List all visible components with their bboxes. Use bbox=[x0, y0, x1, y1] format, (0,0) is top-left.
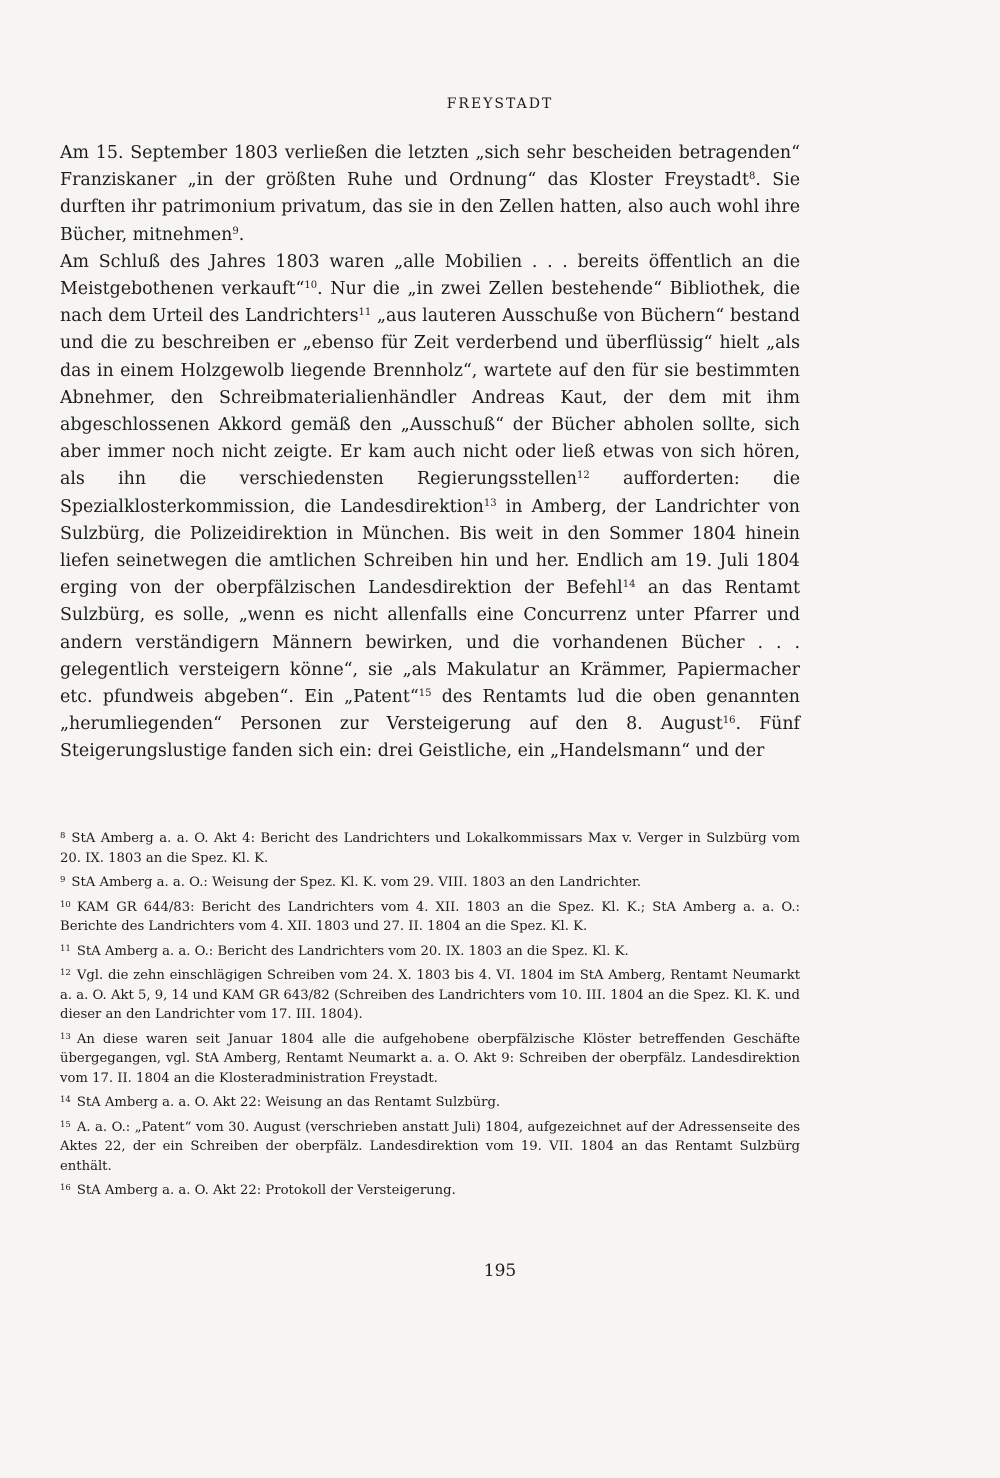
text-run: des Rentamts lud die oben genannten „herumliegenden“ Personen zur Versteigerung auf den 8. August bbox=[60, 687, 800, 735]
footnote-ref: 16 bbox=[722, 715, 736, 727]
footnote bbox=[60, 827, 800, 868]
footnote-number: 16 bbox=[60, 1183, 71, 1193]
footnote-number: 10 bbox=[60, 899, 71, 910]
paragraph bbox=[60, 249, 800, 766]
footnote-ref: 15 bbox=[418, 688, 432, 700]
footnote-text: StA Amberg a. a. O. Akt 22: Protokoll der Versteigerung. bbox=[76, 1183, 456, 1198]
footnotes bbox=[60, 827, 800, 1204]
text-run: . bbox=[238, 224, 245, 245]
text-run: Am 15. September 1803 verließen die letzten „sich sehr bescheiden betragenden“ Franziskaner „in der größten Ruhe und Ordnung“ das Kloster Freystadt bbox=[60, 143, 800, 191]
text-run: „aus lauteren Ausschuße von Büchern“ bestand und die zu beschreiben er „ebenso für Zeit verderbend und überflüssig“ hielt „als das in einem Holzgewolb liegende Brennholz“, wartete auf den für sie bestimmten Abnehmer, den Schreibmaterialienhändler Andreas Kaut, der dem mit ihm abgeschlossenen Akkord gemäß den „Ausschuß“ der Bücher abholen sollte, sich aber immer noch nicht zeigte. Er kam auch nicht oder ließ etwas von sich hören, als ihn die verschiedensten Regierungsstellen bbox=[60, 306, 800, 490]
text-run: aufforderten: die Spezialklosterkommission, die Landesdirektion bbox=[60, 469, 801, 517]
footnote bbox=[60, 940, 800, 962]
footnote-ref: 13 bbox=[483, 497, 497, 509]
footnote-ref: 10 bbox=[304, 280, 318, 292]
footnote-text: StA Amberg a. a. O.: Bericht des Landrichters vom 20. IX. 1803 an die Spez. Kl. K. bbox=[76, 943, 629, 959]
footnote bbox=[60, 871, 800, 893]
running-header: FREYSTADT bbox=[446, 96, 554, 112]
footnote-ref: 11 bbox=[358, 307, 372, 319]
footnote-text: KAM GR 644/83: Bericht des Landrichters vom 4. XII. 1803 an die Spez. Kl. K.; StA Amberg a. a. O.: Berichte des Landrichters vom 4. XII. 1803 und 27. II. 1804 an die Spez. Kl. K. bbox=[60, 899, 800, 934]
footnote-text: A. a. O.: „Patent“ vom 30. August (verschrieben anstatt Juli) 1804, aufgezeichnet auf der Adressenseite des Aktes 22, der ein Schreiben der oberpfälz. Landesdirektion vom 19. VII. 1804 an das Rentamt Sulzbürg enthält. bbox=[60, 1119, 800, 1174]
footnote bbox=[60, 1179, 800, 1201]
text-run: an das Rentamt Sulzbürg, es solle, „wenn es nicht allenfalls eine Concurrenz unter Pfarrer und andern verständigern Männern bewirken, und die vorhandenen Bücher . . . gelegentlich versteigern könne“, sie „als Makulatur an Krämmer, Papiermacher etc. pfundweis abgeben“. Ein „Patent“ bbox=[60, 578, 800, 708]
text-run: in Amberg, der Landrichter von Sulzbürg, die Polizeidirektion in München. Bis weit in den Sommer 1804 hinein liefen seinetwegen die amtlichen Schreiben hin und her. Endlich am 19. Juli 1804 erging von der oberpfälzischen Landesdirektion der Befehl bbox=[60, 496, 800, 599]
footnote-ref: 14 bbox=[622, 579, 636, 591]
footnote-text: StA Amberg a. a. O. Akt 22: Weisung an das Rentamt Sulzbürg. bbox=[76, 1095, 501, 1110]
footnote-number: 12 bbox=[60, 968, 71, 978]
footnote bbox=[60, 1091, 800, 1113]
footnote-number: 9 bbox=[60, 875, 66, 885]
text-run: . Fünf Steigerungslustige fanden sich ein: drei Geistliche, ein „Handelsmann“ und der bbox=[60, 714, 800, 762]
footnote bbox=[60, 896, 800, 937]
text-run: . Sie durften ihr patrimonium privatum, das sie in den Zellen hatten, also auch wohl ihre Bücher, mitnehmen bbox=[60, 170, 800, 245]
footnote-ref: 9 bbox=[232, 225, 239, 237]
footnote-text: Vgl. die zehn einschlägigen Schreiben vom 24. X. 1803 bis 4. VI. 1804 im StA Amberg, Rentamt Neumarkt a. a. O. Akt 5, 9, 14 und KAM GR 643/82 (Schreiben des Landrichters vom 10. III. 1804 an die Spez. Kl. K. und dieser an den Landrichter vom 17. III. 1804). bbox=[60, 968, 800, 1022]
main-text bbox=[60, 140, 800, 766]
footnote-ref: 12 bbox=[576, 470, 590, 482]
footnote-ref: 8 bbox=[749, 171, 756, 183]
footnote-number: 11 bbox=[60, 943, 71, 954]
footnote-number: 14 bbox=[60, 1095, 71, 1105]
footnote-text: StA Amberg a. a. O.: Weisung der Spez. Kl. K. vom 29. VIII. 1803 an den Landrichter. bbox=[71, 875, 642, 890]
text-run: . Nur die „in zwei Zellen bestehende“ Bibliothek, die nach dem Urteil des Landrichters bbox=[60, 279, 801, 327]
footnote-text: An diese waren seit Januar 1804 alle die aufgehobene oberpfälzische Klöster betreffenden Geschäfte übergegangen, vgl. StA Amberg, Rentamt Neumarkt a. a. O. Akt 9: Schreiben der oberpfälz. Landesdirektion vom 17. II. 1804 an die Klosteradministration Freystadt. bbox=[60, 1031, 800, 1086]
footnote bbox=[60, 1116, 800, 1177]
footnote-number: 13 bbox=[60, 1031, 71, 1042]
footnote-number: 15 bbox=[60, 1119, 71, 1130]
footnote bbox=[60, 1028, 800, 1089]
footnote-number: 8 bbox=[60, 831, 66, 841]
text-run: Am Schluß des Jahres 1803 waren „alle Mobilien . . . bereits öffentlich an die Meistgebothenen verkauft“ bbox=[60, 251, 800, 300]
footnote-text: StA Amberg a. a. O. Akt 4: Bericht des Landrichters und Lokalkommissars Max v. Verger in Sulzbürg vom 20. IX. 1803 an die Spez. Kl. K. bbox=[60, 831, 800, 866]
paragraph bbox=[60, 140, 800, 249]
page-number: 195 bbox=[483, 1261, 517, 1281]
footnote bbox=[60, 964, 800, 1025]
